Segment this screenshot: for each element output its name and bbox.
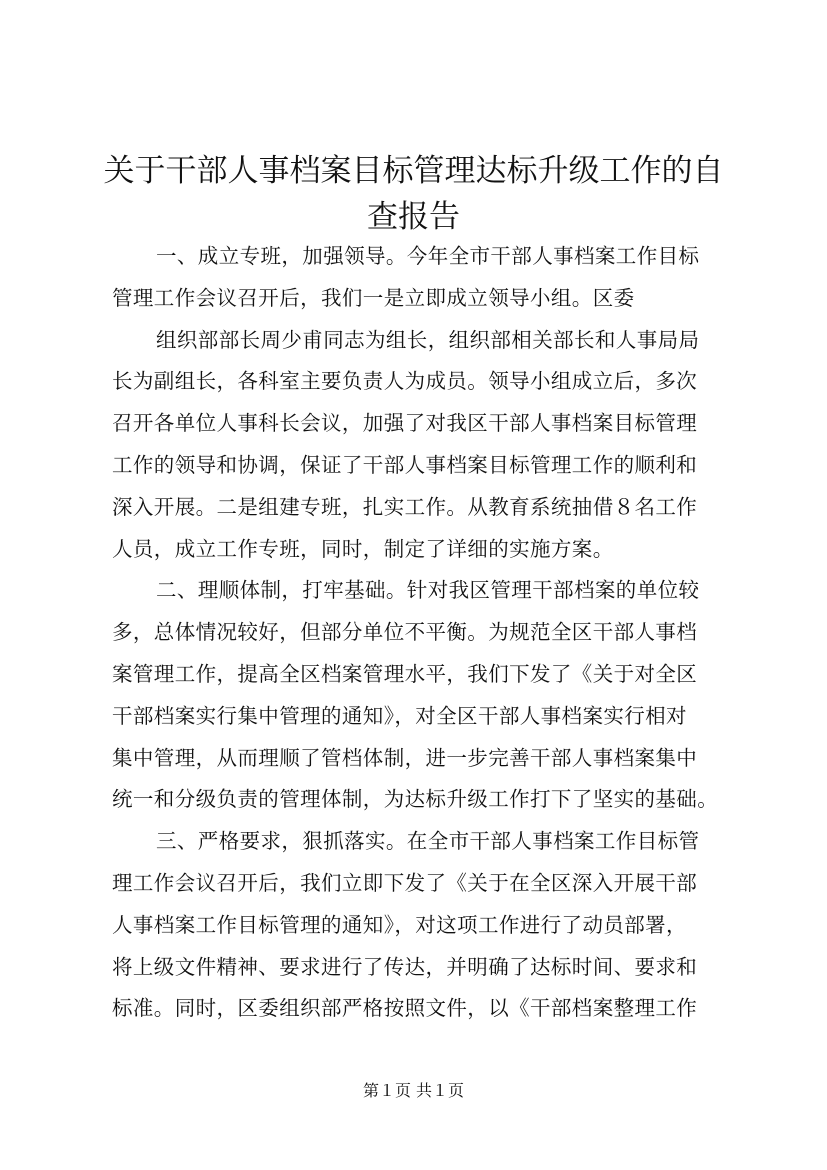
body-line: 工作的领导和协调，保证了干部人事档案目标管理工作的顺利和 — [112, 452, 698, 477]
body-line: 一、成立专班，加强领导。今年全市干部人事档案工作目标 — [156, 244, 700, 268]
title-line-1: 关于干部人事档案目标管理达标升级工作的自 — [103, 153, 724, 189]
body-line: 将上级文件精神、要求进行了传达，并明确了达标时间、要求和 — [112, 954, 698, 979]
body-line: 统一和分级负责的管理体制，为达标升级工作打下了坚实的基础。 — [112, 787, 719, 812]
document-body — [112, 236, 724, 1030]
body-line: 案管理工作，提高全区档案管理水平，我们下发了《关于对全区 — [112, 661, 698, 686]
title-line-2: 查报告 — [367, 199, 460, 235]
body-line: 多，总体情况较好，但部分单位不平衡。为规范全区干部人事档 — [112, 620, 698, 645]
body-line: 三、严格要求，狠抓落实。在全市干部人事档案工作目标管 — [156, 829, 700, 854]
body-line: 理工作会议召开后，我们立即下发了《关于在全区深入开展干部 — [112, 870, 698, 895]
body-line: 长为副组长，各科室主要负责人为成员。领导小组成立后，多次 — [112, 369, 698, 394]
body-line: 深入开展。二是组建专班，扎实工作。从教育系统抽借８名工作 — [112, 494, 698, 519]
body-line: 标准。同时，区委组织部严格按照文件，以《干部档案整理工作 — [112, 996, 698, 1021]
document-title — [100, 148, 727, 240]
body-line: 管理工作会议召开后，我们一是立即成立领导小组。区委 — [112, 285, 635, 310]
body-line: 人事档案工作目标管理的通知》，对这项工作进行了动员部署， — [112, 912, 687, 937]
body-line: 二、理顺体制，打牢基础。针对我区管理干部档案的单位较 — [156, 578, 700, 603]
body-line: 人员，成立工作专班，同时，制定了详细的实施方案。 — [112, 536, 614, 561]
page-footer — [0, 1080, 827, 1102]
body-line: 集中管理，从而理顺了管档体制，进一步完善干部人事档案集中 — [112, 745, 698, 770]
body-line: 干部档案实行集中管理的通知》，对全区干部人事档案实行相对 — [112, 703, 687, 728]
body-line: 召开各单位人事科长会议，加强了对我区干部人事档案目标管理 — [112, 411, 698, 436]
page-number-label: 第１页 共１页 — [362, 1081, 465, 1100]
body-line: 组织部部长周少甫同志为组长，组织部相关部长和人事局局 — [156, 327, 700, 352]
